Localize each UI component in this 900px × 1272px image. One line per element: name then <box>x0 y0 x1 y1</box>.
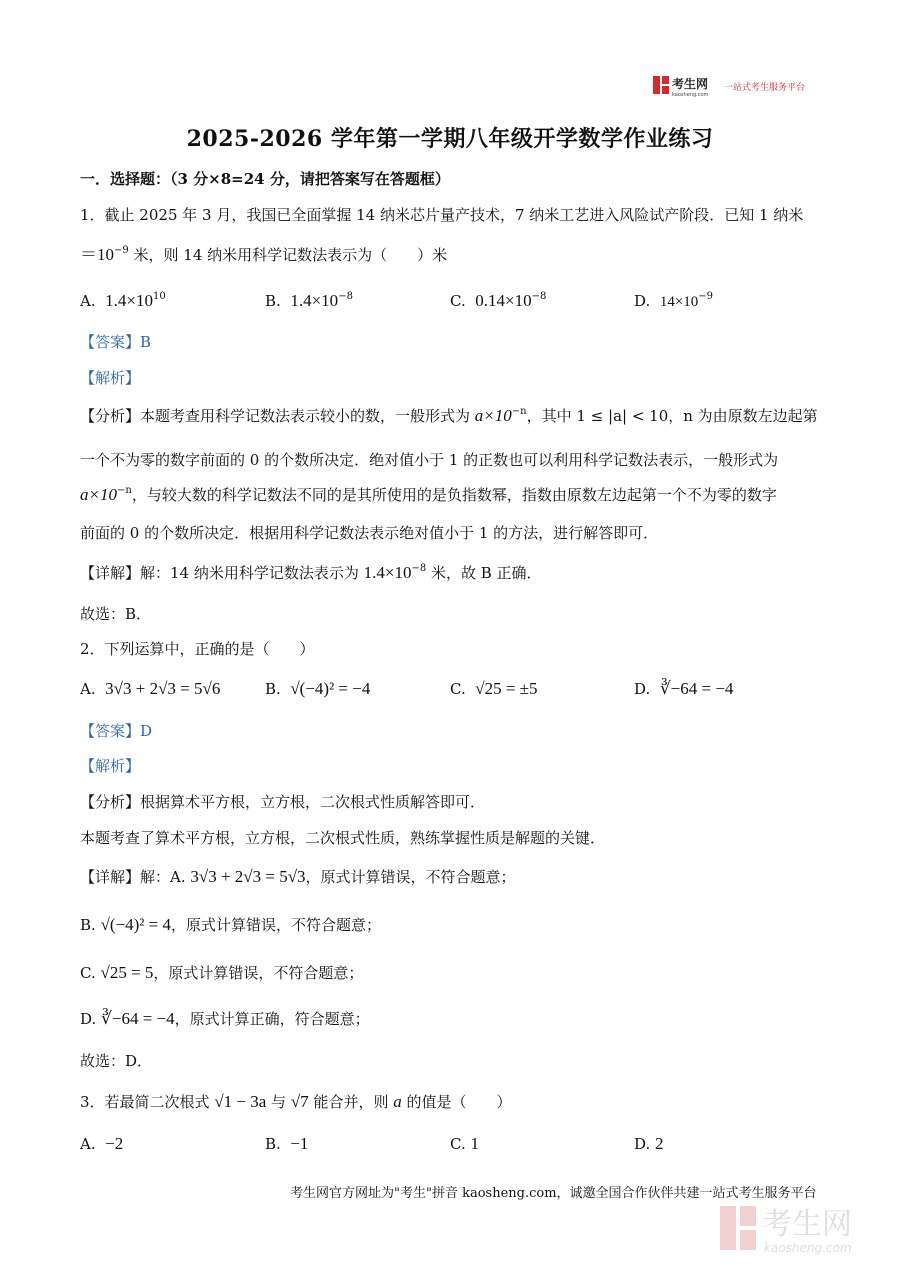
q1-option-d: D. $14\times 10^{-9}$ <box>634 291 714 310</box>
q2-summary: 本题考查了算术平方根，立方根，二次根式性质，熟练掌握性质是解题的关键． <box>80 829 606 847</box>
q1-fenxi-line4: 前面的 0 的个数所决定．根据用科学记数法表示绝对值小于 1 的方法，进行解答即可． <box>80 524 659 542</box>
q1-fenxi-line2: 一个不为零的数字前面的 0 的个数所决定．绝对值小于 1 的正数也可以利用科学记数法表示，一般形式为 <box>80 451 779 469</box>
logo-domain: kaosheng.com <box>672 92 709 98</box>
q1-analysis-tag: 【解析】 <box>80 369 141 387</box>
q2-detail-c: C. √25 = 5，原式计算错误，不符合题意； <box>80 963 364 982</box>
q1-stem-line1: 1．截止 2025 年 3 月，我国已全面掌握 14 纳米芯片量产技术，7 纳米工艺进入风险试产阶段．已知 1 纳米 <box>80 206 804 224</box>
q2-option-a: A. 3√3 + 2√3 = 5√6 <box>80 679 221 698</box>
q1-answer: 【答案】B <box>80 333 152 351</box>
q1-choose: 故选：B． <box>80 605 152 623</box>
q2-answer: 【答案】D <box>80 722 153 740</box>
q2-detail-d: D. ∛−64 = −4，原式计算正确，符合题意； <box>80 1009 370 1028</box>
q1-fenxi-line1: 【分析】本题考查用科学记数法表示较小的数，一般形式为 $a\times 10^{-n}$，其中 1 ≤ |a| < 10，n 为由原数左边起第 <box>80 406 818 425</box>
header-logo <box>652 73 817 99</box>
watermark-text: 考生网 <box>762 1207 852 1242</box>
q3-option-c: C. 1 <box>450 1134 479 1153</box>
q3-option-b: B. −1 <box>265 1134 309 1153</box>
kaosheng-watermark-icon <box>718 1198 878 1258</box>
q2-option-b: B. √(−4)² = −4 <box>265 679 371 698</box>
section-heading: 一．选择题：（3 分×8=24 分，请把答案写在答题框） <box>80 170 450 188</box>
kaosheng-logo-icon <box>652 73 817 99</box>
logo-slogan: 一站式考生服务平台 <box>724 83 806 93</box>
q2-choose: 故选：D． <box>80 1052 153 1070</box>
q2-option-d: D. ∛−64 = −4 <box>634 679 734 698</box>
q2-detail-a: 【详解】解：A. 3√3 + 2√3 = 5√3，原式计算错误，不符合题意； <box>80 867 516 886</box>
q2-option-c: C. √25 = ±5 <box>450 679 538 698</box>
q2-stem: 2．下列运算中，正确的是（ ） <box>80 640 315 658</box>
q2-detail-b: B. √(−4)² = 4，原式计算错误，不符合题意； <box>80 915 382 934</box>
logo-text: 考生网 <box>672 77 709 91</box>
q1-option-a: A. $1.4\times 10^{10}$ <box>80 291 166 310</box>
q1-detail: 【详解】解：14 纳米用科学记数法表示为 $1.4\times 10^{-8}$ 米，故 B 正确． <box>80 563 542 582</box>
q1-option-c: C. $0.14\times 10^{-8}$ <box>450 291 547 310</box>
q2-analysis-tag: 【解析】 <box>80 757 141 775</box>
q2-fenxi: 【分析】根据算术平方根，立方根，二次根式性质解答即可． <box>80 793 486 811</box>
q3-option-d: D. 2 <box>634 1134 664 1153</box>
q3-stem: 3．若最简二次根式 √1 − 3a 与 √7 能合并，则 a 的值是（ ） <box>80 1092 512 1111</box>
watermark-domain: kaosheng.com <box>764 1241 852 1255</box>
q1-option-b: B. $1.4\times 10^{-8}$ <box>265 291 353 310</box>
watermark-logo <box>718 1198 878 1258</box>
q3-option-a: A. −2 <box>80 1134 124 1153</box>
footer-text: 考生网官方网址为"考生"拼音 kaosheng.com，诚邀全国合作伙伴共建一站式考生服务平台 <box>290 1186 817 1201</box>
page-title: 2025-2026 学年第一学期八年级开学数学作业练习 <box>186 126 714 152</box>
q1-stem-line2: $=10^{-9}$ 米，则 14 纳米用科学记数法表示为（ ）米 <box>80 245 448 264</box>
q1-fenxi-line3: $a\times 10^{-n}$，与较大数的科学记数法不同的是其所使用的是负指数幂，指数由原数左边起第一个不为零的数字 <box>80 485 777 504</box>
